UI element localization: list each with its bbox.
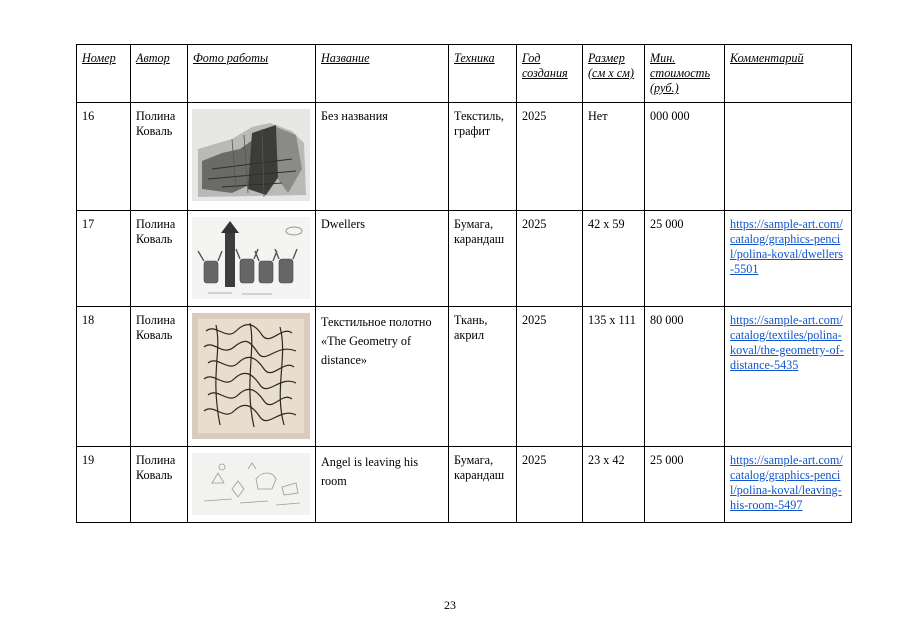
table-row (77, 447, 852, 523)
table-row (77, 211, 852, 307)
header-row (77, 45, 852, 103)
cell-title: Angel is leaving his room (316, 447, 449, 523)
table-row (77, 103, 852, 211)
cell-price: 80 000 (645, 307, 725, 447)
header-photo: Фото работы (188, 45, 316, 103)
cell-photo (188, 103, 316, 211)
cell-title: Без названия (316, 103, 449, 211)
cell-size: Нет (583, 103, 645, 211)
cell-number: 17 (77, 211, 131, 307)
cell-price: 25 000 (645, 211, 725, 307)
comment-link[interactable]: https://sample-art.com/catalog/graphics-pencil/polina-koval/leaving-his-room-5497 (730, 453, 843, 512)
cell-photo (188, 447, 316, 523)
cell-comment (725, 447, 852, 523)
cell-technique: Бумага, карандаш (449, 211, 517, 307)
comment-link[interactable]: https://sample-art.com/catalog/textiles/polina-koval/the-geometry-of-distance-5435 (730, 313, 844, 372)
cell-technique: Бумага, карандаш (449, 447, 517, 523)
cell-author: Полина Коваль (131, 307, 188, 447)
header-year: Год создания (517, 45, 583, 103)
cell-size: 135 х 111 (583, 307, 645, 447)
cell-price: 25 000 (645, 447, 725, 523)
cell-title: Текстильное полотно «The Geometry of distance» (316, 307, 449, 447)
cell-author: Полина Коваль (131, 103, 188, 211)
artwork-photo (192, 217, 310, 299)
cell-year: 2025 (517, 103, 583, 211)
cell-size: 23 х 42 (583, 447, 645, 523)
cell-comment (725, 307, 852, 447)
cell-technique: Текстиль, графит (449, 103, 517, 211)
header-number: Номер (77, 45, 131, 103)
cell-author: Полина Коваль (131, 447, 188, 523)
header-size: Размер (см х см) (583, 45, 645, 103)
header-technique: Техника (449, 45, 517, 103)
artwork-photo (192, 109, 310, 201)
cell-year: 2025 (517, 307, 583, 447)
page-number: 23 (444, 598, 456, 612)
comment-link[interactable]: https://sample-art.com/catalog/graphics-pencil/polina-koval/dwellers-5501 (730, 217, 844, 276)
cell-photo (188, 211, 316, 307)
cell-comment (725, 211, 852, 307)
header-price: Мин. стоимость (руб.) (645, 45, 725, 103)
table-row (77, 307, 852, 447)
cell-size: 42 х 59 (583, 211, 645, 307)
header-comment: Комментарий (725, 45, 852, 103)
artwork-photo (192, 313, 310, 439)
header-author: Автор (131, 45, 188, 103)
cell-photo (188, 307, 316, 447)
cell-price: 000 000 (645, 103, 725, 211)
cell-year: 2025 (517, 447, 583, 523)
header-title: Название (316, 45, 449, 103)
cell-number: 18 (77, 307, 131, 447)
cell-author: Полина Коваль (131, 211, 188, 307)
artworks-table (76, 44, 852, 523)
artwork-photo (192, 453, 310, 515)
cell-number: 16 (77, 103, 131, 211)
cell-year: 2025 (517, 211, 583, 307)
cell-technique: Ткань, акрил (449, 307, 517, 447)
cell-title: Dwellers (316, 211, 449, 307)
cell-number: 19 (77, 447, 131, 523)
cell-comment (725, 103, 852, 211)
